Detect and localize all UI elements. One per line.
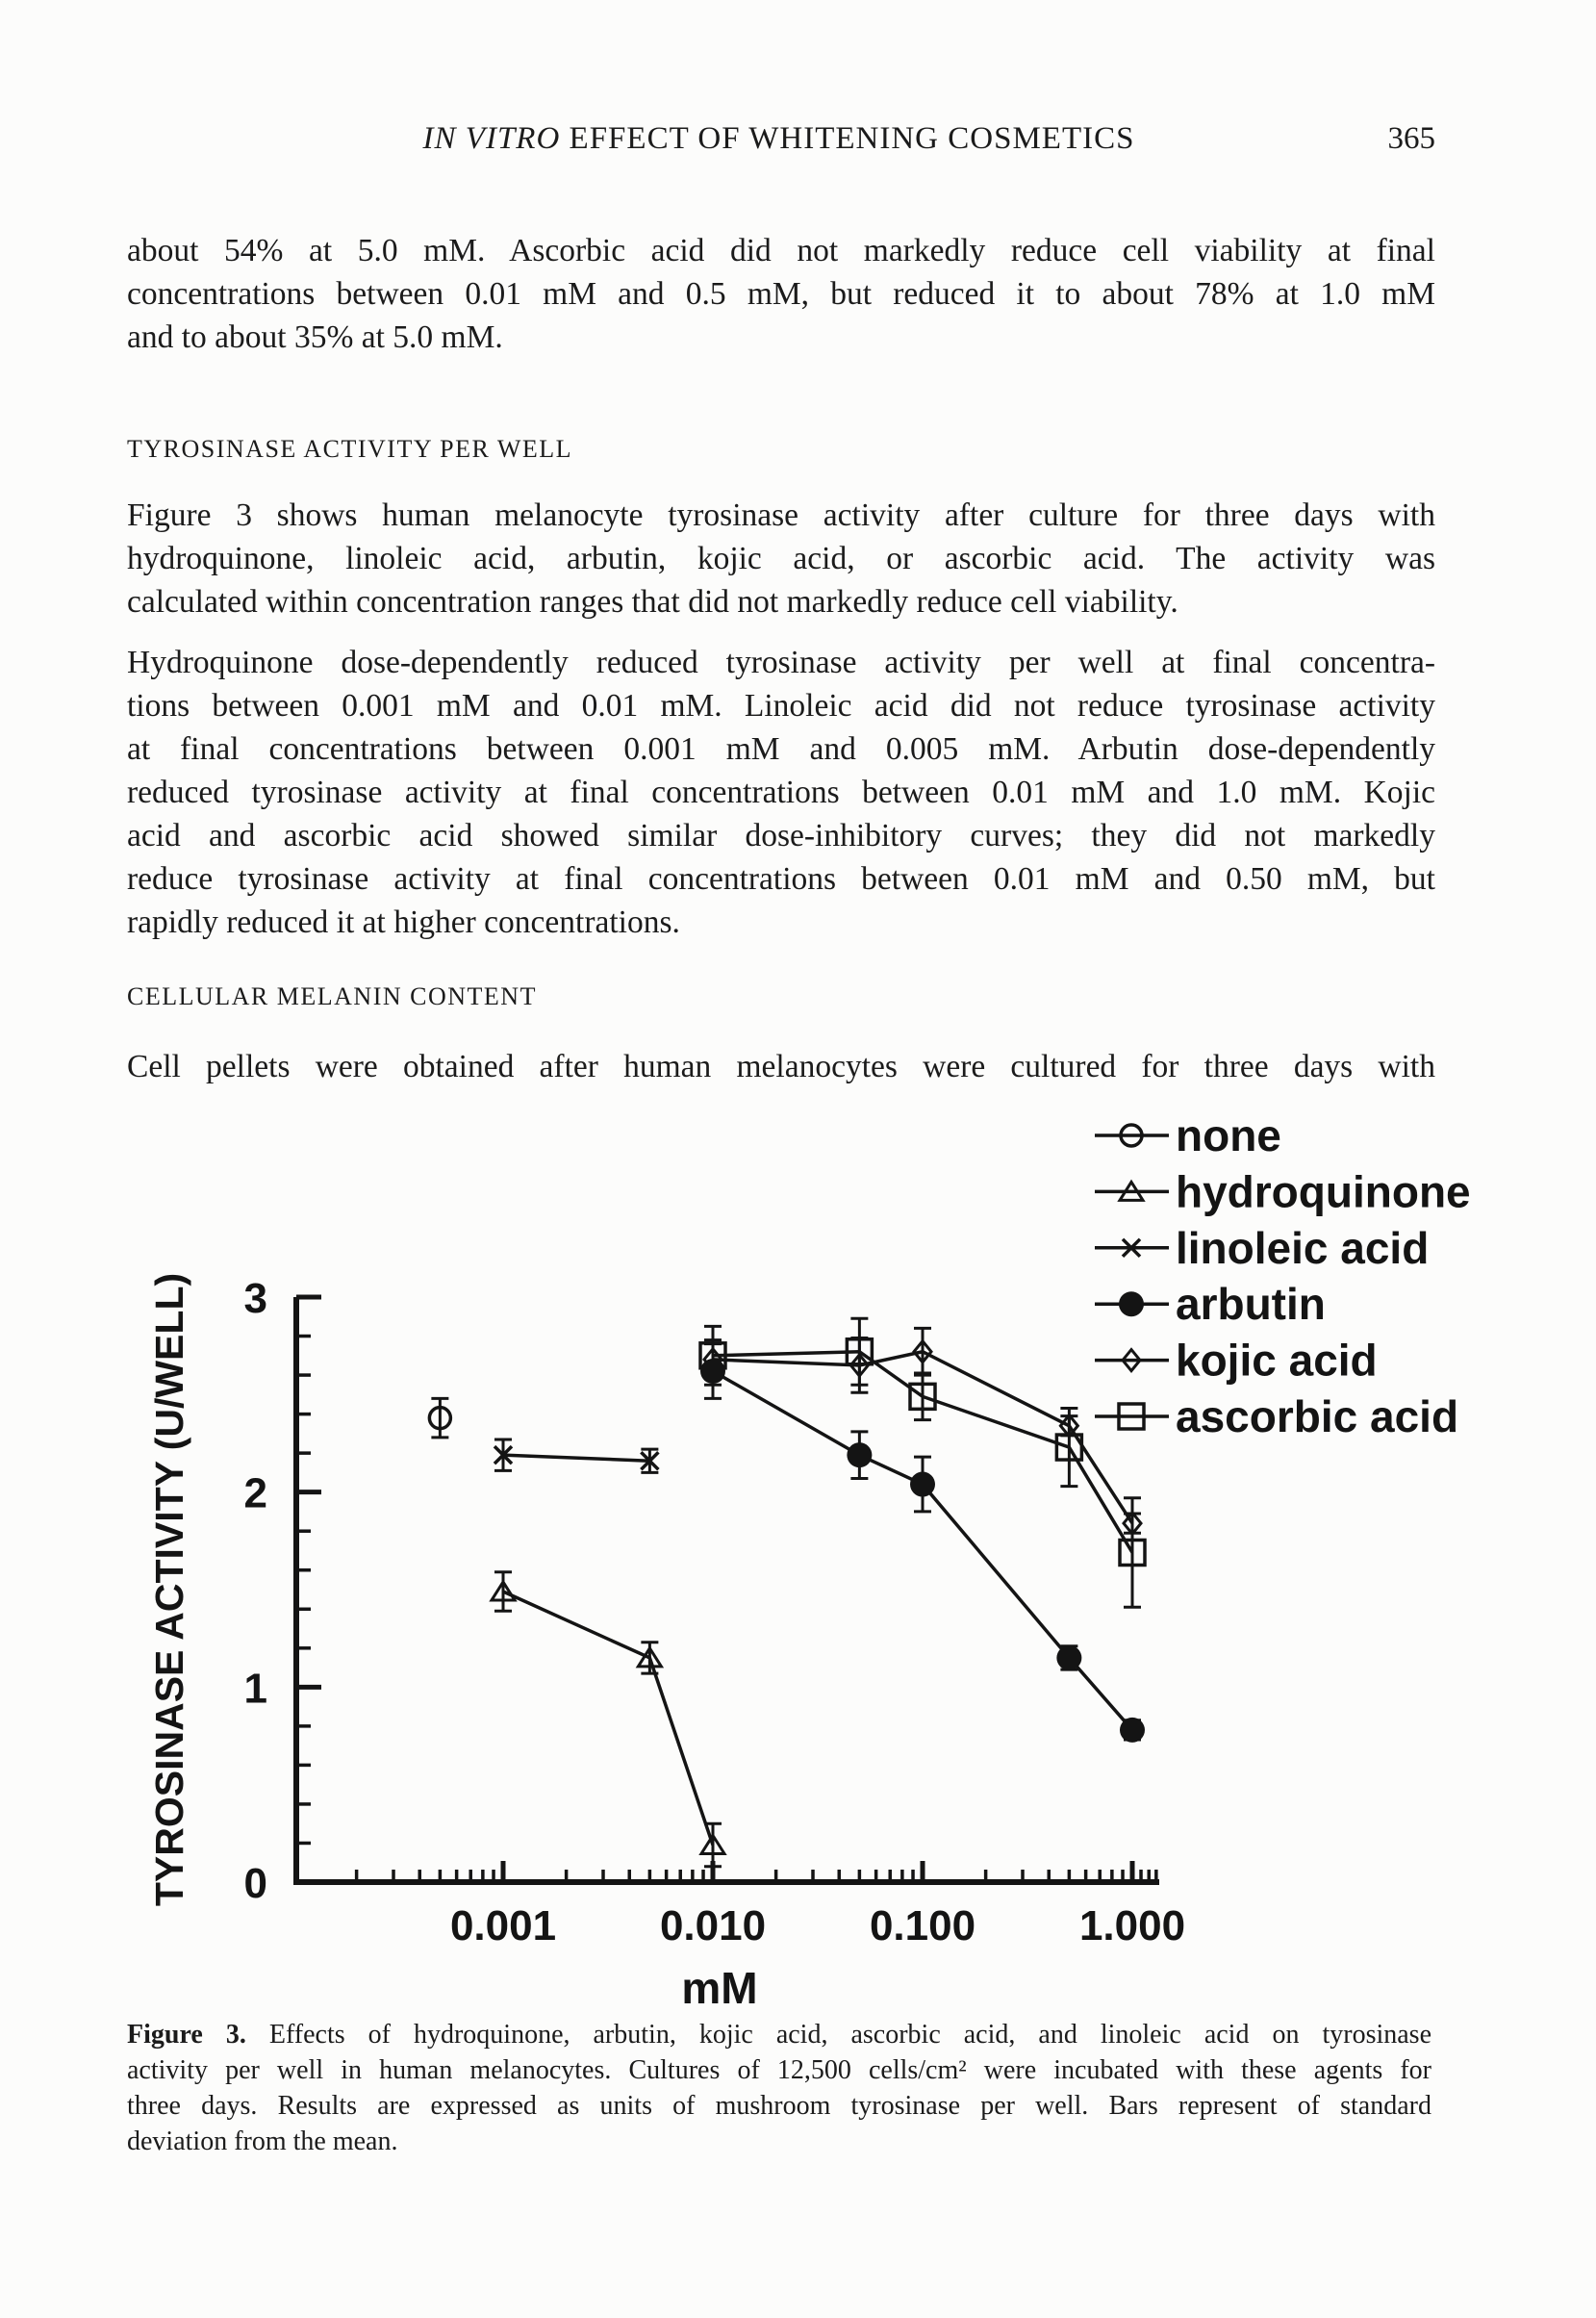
caption-line: activity per well in human melanocytes. Cultures of 12,500 cells/cm² were incubated with these agents for <box>127 2055 1431 2085</box>
series-linoleic-acid <box>494 1439 658 1472</box>
paragraph-figure3-intro <box>127 494 1435 624</box>
running-head-rest: EFFECT OF WHITENING COSMETICS <box>560 121 1135 156</box>
text-line: about 54% at 5.0 mM. Ascorbic acid did not markedly reduce cell viability at final <box>127 233 1435 268</box>
series-hydroquinone <box>492 1572 724 1867</box>
text-line: reduce tyrosinase activity at final concentrations between 0.01 mM and 0.50 mM, but <box>127 861 1435 897</box>
y-tick-label: 2 <box>243 1469 267 1517</box>
x-tick-label: 0.001 <box>449 1902 557 1949</box>
page-number: 365 <box>1387 121 1435 156</box>
legend-label: linoleic acid <box>1176 1222 1430 1273</box>
x-tick-label: 0.010 <box>659 1902 767 1949</box>
legend-label: hydroquinone <box>1176 1166 1471 1217</box>
paragraph-viability <box>127 229 1435 359</box>
paragraph-melanin <box>127 1045 1435 1088</box>
text-line: reduced tyrosinase activity at final concentrations between 0.01 mM and 1.0 mM. Kojic <box>127 775 1435 810</box>
running-head-italic: IN VITRO <box>422 121 561 156</box>
legend-label: arbutin <box>1176 1279 1326 1330</box>
text-line: rapidly reduced it at higher concentrations. <box>127 904 680 940</box>
legend-item-kojic-acid <box>1095 1336 1378 1386</box>
legend-label: kojic acid <box>1176 1335 1378 1386</box>
text-line: and to about 35% at 5.0 mM. <box>127 319 503 355</box>
x-tick-label: 0.100 <box>869 1902 976 1949</box>
legend-item-ascorbic-acid <box>1095 1391 1458 1441</box>
legend-item-none <box>1095 1110 1281 1160</box>
text-line: calculated within concentration ranges that did not markedly reduce cell viability. <box>127 584 1178 620</box>
y-tick-label: 0 <box>243 1860 267 1907</box>
paragraph-results <box>127 641 1435 944</box>
text-line: Figure 3 shows human melanocyte tyrosinase activity after culture for three days with <box>127 497 1435 533</box>
caption-line: deviation from the mean. <box>127 2127 398 2156</box>
figure-caption <box>127 2017 1431 2159</box>
x-tick-label: 1.000 <box>1078 1902 1186 1949</box>
section-heading-melanin-content: CELLULAR MELANIN CONTENT <box>127 982 537 1010</box>
text-line: acid and ascorbic acid showed similar dose-inhibitory curves; they did not markedly <box>127 818 1435 853</box>
running-head <box>180 121 1378 157</box>
section-heading-tyrosinase-activity: TYROSINASE ACTIVITY PER WELL <box>127 435 573 463</box>
text-line: Hydroquinone dose-dependently reduced tyrosinase activity per well at final concentra- <box>127 645 1435 680</box>
y-tick-label: 3 <box>243 1274 267 1322</box>
text-line: hydroquinone, linoleic acid, arbutin, kojic acid, or ascorbic acid. The activity was <box>127 541 1435 576</box>
y-tick-label: 1 <box>243 1665 267 1713</box>
caption-line <box>127 2017 1431 2052</box>
caption-label: Figure 3. <box>127 2020 246 2050</box>
figure-3-chart <box>0 1087 1596 2021</box>
legend-item-linoleic-acid <box>1095 1223 1429 1273</box>
series-none <box>429 1398 450 1438</box>
legend-item-arbutin <box>1095 1279 1326 1329</box>
text-line: concentrations between 0.01 mM and 0.5 mM, but reduced it to about 78% at 1.0 mM <box>127 276 1435 312</box>
text-line: at final concentrations between 0.001 mM and 0.005 mM. Arbutin dose-dependently <box>127 731 1435 767</box>
x-axis-title: mM <box>681 1963 758 2013</box>
text-line: tions between 0.001 mM and 0.01 mM. Linoleic acid did not reduce tyrosinase activity <box>127 688 1435 724</box>
caption-line: three days. Results are expressed as units of mushroom tyrosinase per well. Bars represent of standard <box>127 2091 1431 2121</box>
legend-item-hydroquinone <box>1095 1166 1471 1216</box>
y-axis-title: TYROSINASE ACTIVITY (U/WELL) <box>147 1272 191 1907</box>
legend <box>1095 1110 1471 1441</box>
text-line: Cell pellets were obtained after human melanocytes were cultured for three days with <box>127 1049 1435 1084</box>
axes <box>147 1273 1185 2013</box>
page-header <box>127 121 1435 164</box>
legend-label: ascorbic acid <box>1176 1391 1459 1441</box>
legend-label: none <box>1176 1110 1281 1160</box>
caption-text: Effects of hydroquinone, arbutin, kojic acid, ascorbic acid, and linoleic acid on tyrosinase <box>268 2020 1431 2050</box>
